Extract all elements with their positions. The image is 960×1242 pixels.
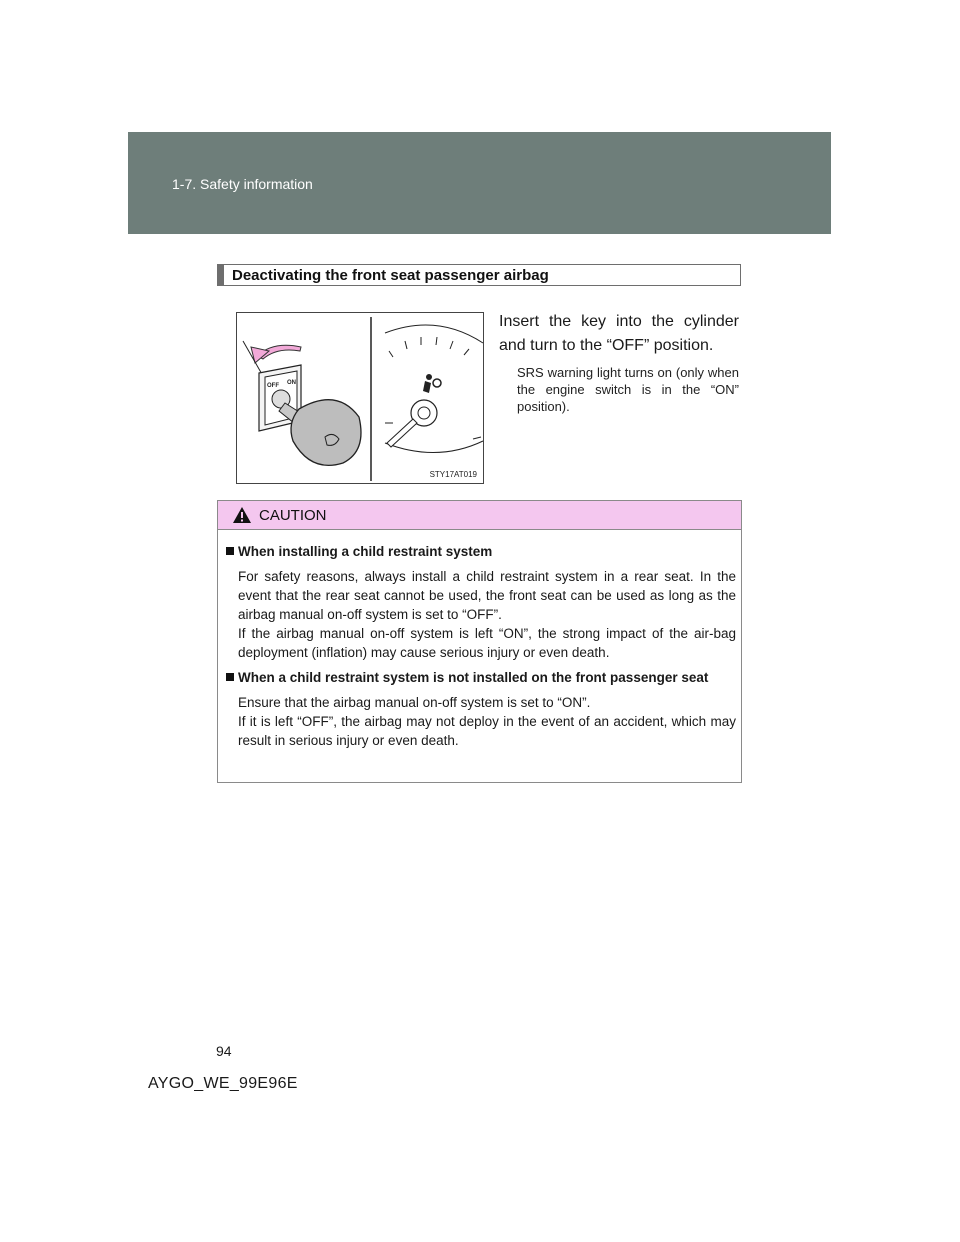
caution-item-body — [224, 567, 736, 662]
bullet-square-icon — [226, 673, 234, 681]
figure-code: STY17AT019 — [429, 470, 477, 479]
section-heading — [217, 264, 741, 286]
caution-item-title — [224, 542, 736, 561]
illustration — [236, 312, 484, 484]
airbag-warning-icon — [426, 374, 432, 380]
header-band — [128, 132, 831, 234]
caution-item-title — [224, 668, 736, 687]
document-code: AYGO_WE_99E96E — [148, 1075, 298, 1092]
caution-header — [218, 501, 741, 530]
caution-label: CAUTION — [259, 507, 327, 524]
key-head — [291, 400, 361, 466]
bullet-square-icon — [226, 547, 234, 555]
instruction-text: Insert the key into the cylinder and turn to the “OFF” position. — [499, 313, 739, 354]
heading-accent — [218, 265, 224, 285]
section-title: 1-7. Safety information — [172, 176, 313, 192]
caution-item-title-text: When a child restraint system is not installed on the front passenger seat — [238, 670, 709, 685]
caution-item-no-child-restraint — [224, 668, 736, 750]
caution-paragraph: For safety reasons, always install a child restraint system in a rear seat. In the event that the rear seat cannot be used, the front seat can be used as long as the airbag manual on-off system is set to “OFF”. — [238, 569, 736, 622]
caution-item-body — [224, 693, 736, 750]
caution-paragraph: If the airbag manual on-off system is left “ON”, the strong impact of the air-bag deployment (inflation) may cause serious injury or even death. — [238, 626, 736, 660]
caution-item-title-text: When installing a child restraint system — [238, 544, 493, 559]
caution-box — [217, 500, 742, 783]
illustration-drawing — [237, 313, 485, 485]
caution-paragraph: Ensure that the airbag manual on-off system is set to “ON”. — [238, 695, 591, 710]
page-number: 94 — [216, 1043, 232, 1059]
caution-item-child-restraint — [224, 542, 736, 662]
switch-on-label: ON — [287, 380, 296, 386]
heading-title: Deactivating the front seat passenger airbag — [232, 267, 549, 284]
gauge-rim — [385, 325, 483, 343]
switch-off-label: OFF — [267, 383, 279, 389]
warning-triangle-icon — [232, 506, 252, 524]
instruction-note: SRS warning light turns on (only when the engine switch is in the “ON” position). — [517, 365, 739, 414]
caution-paragraph: If it is left “OFF”, the airbag may not deploy in the event of an accident, which may result in serious injury or even death. — [238, 714, 736, 748]
